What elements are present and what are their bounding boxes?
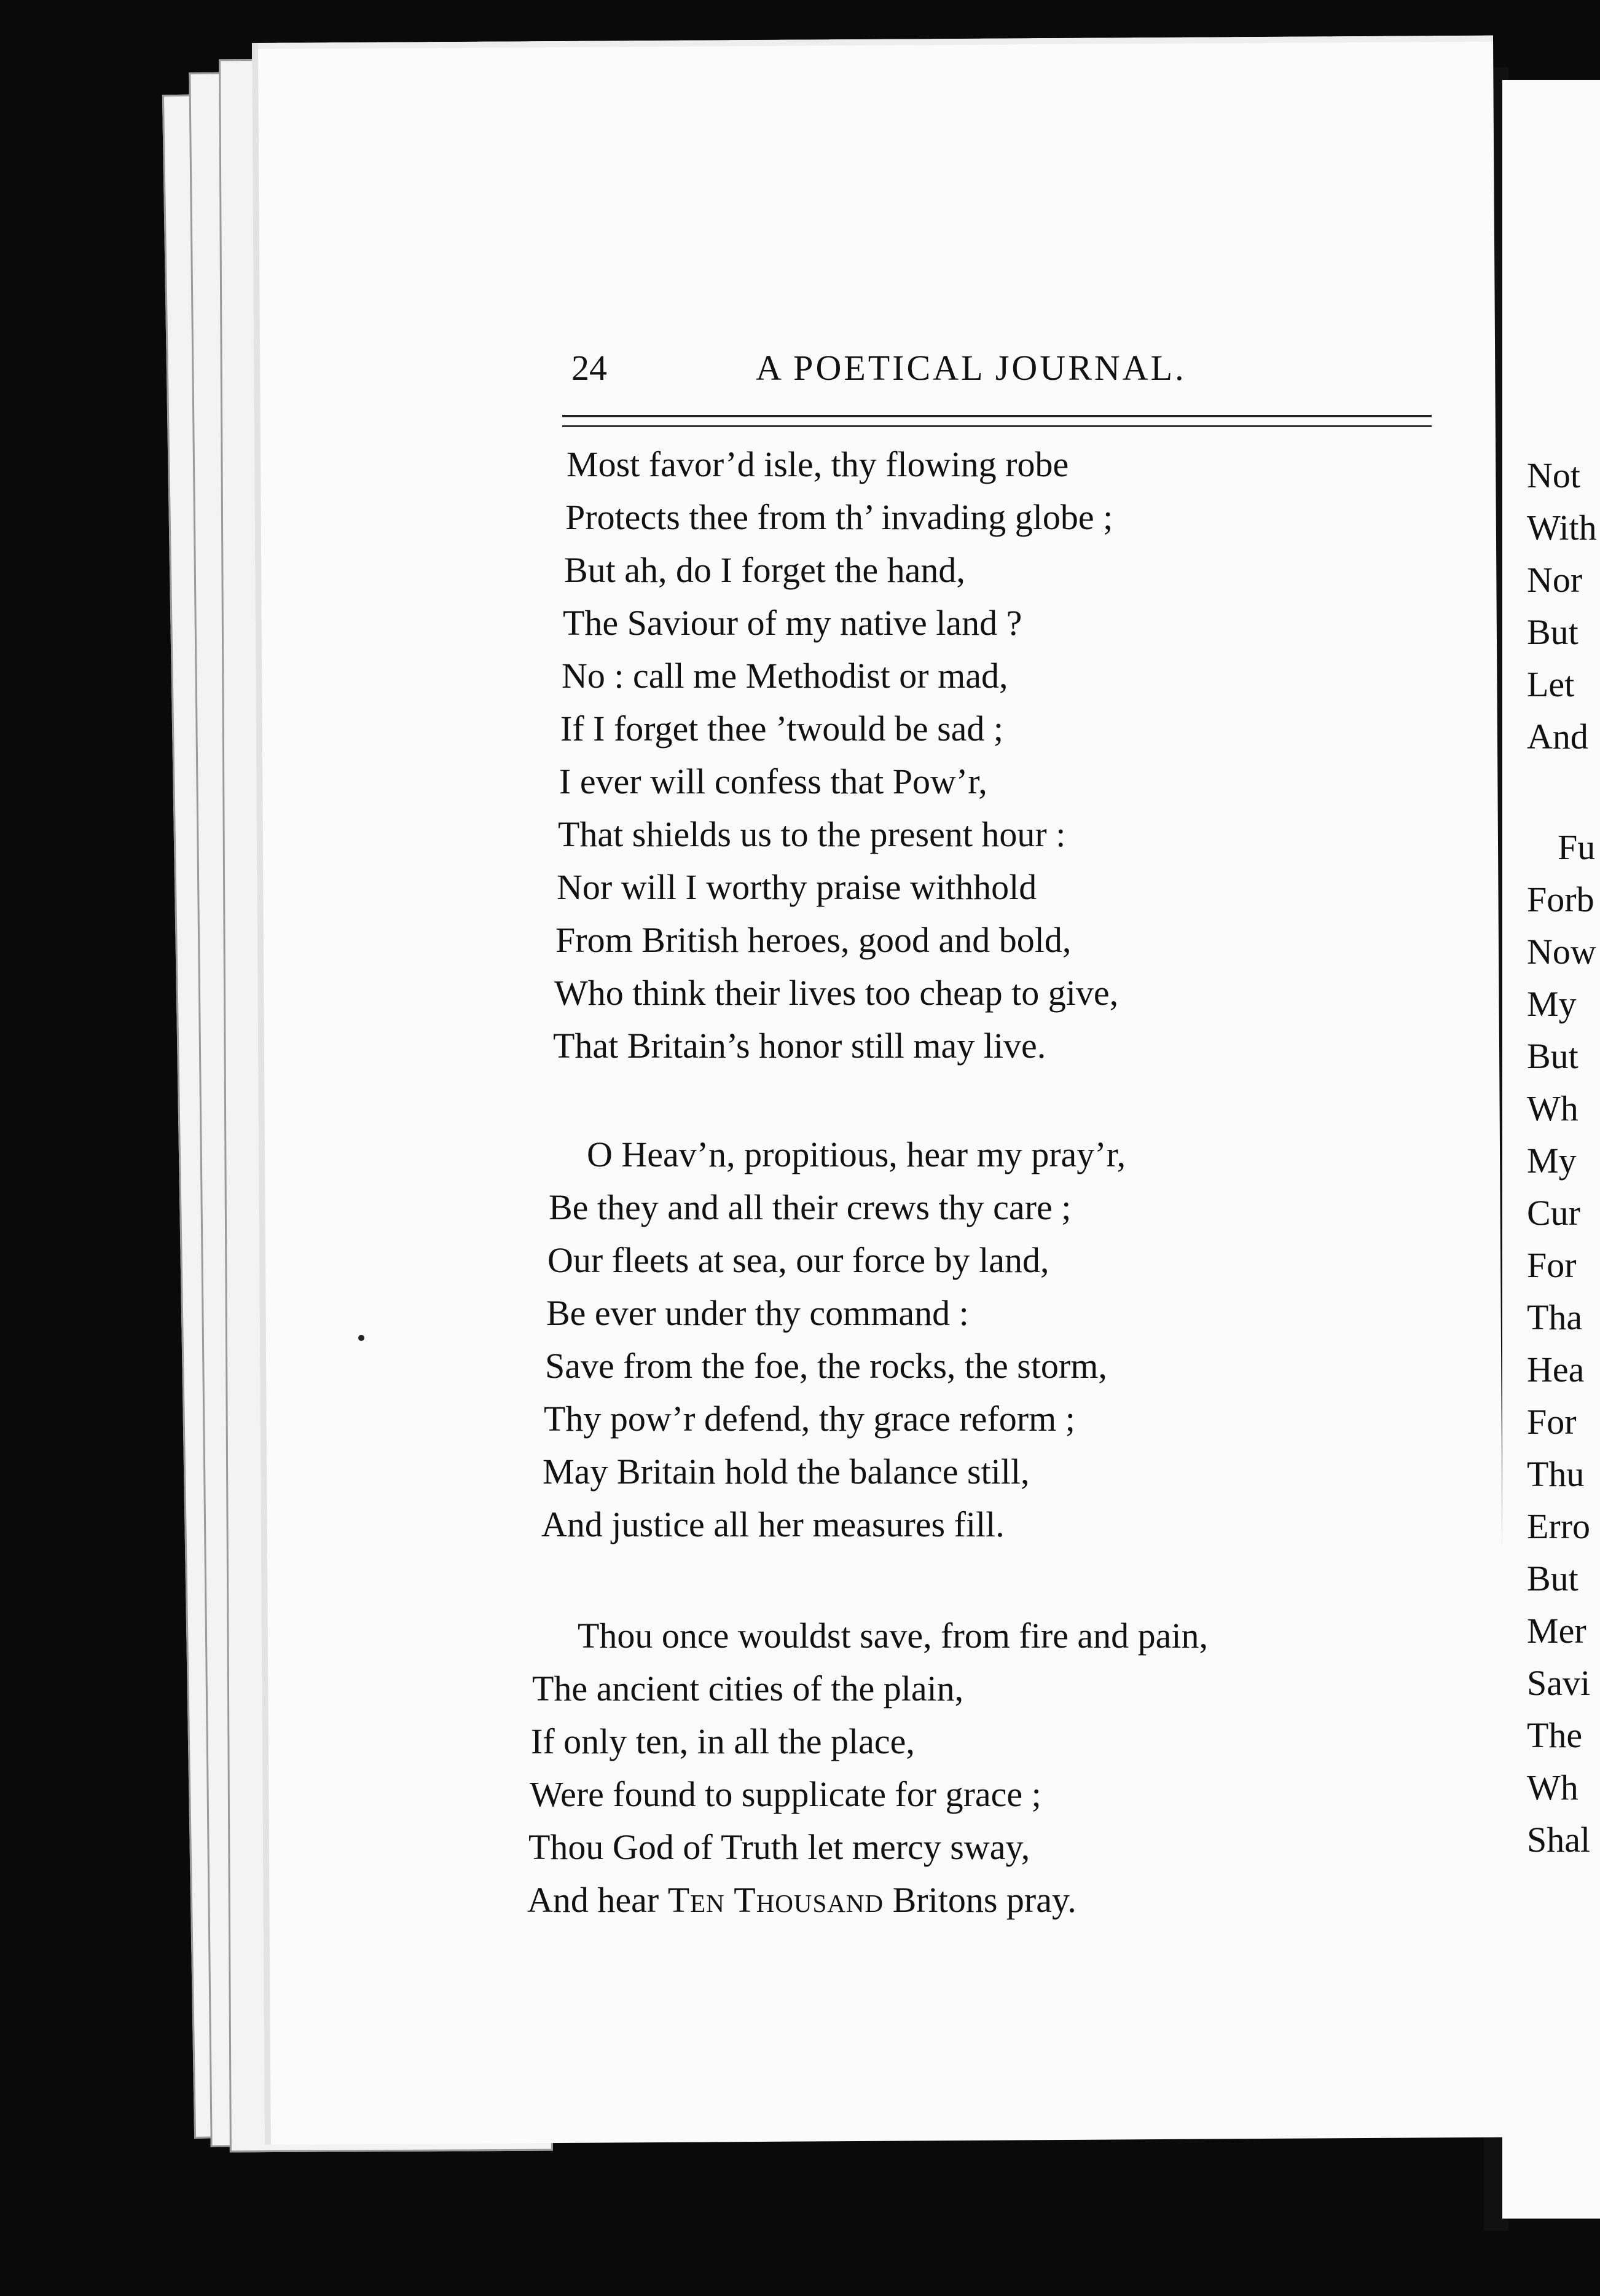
poem-line: But ah, do I forget the hand,: [564, 550, 965, 590]
poem-line: Our fleets at sea, our force by land,: [547, 1240, 1049, 1280]
poem-line: Save from the foe, the rocks, the storm,: [545, 1346, 1107, 1386]
facing-line: Shal: [1527, 1820, 1591, 1860]
facing-line: Cur: [1527, 1193, 1580, 1233]
facing-line: And: [1527, 717, 1588, 757]
poem-line: If only ten, in all the place,: [531, 1721, 915, 1761]
facing-line: Thu: [1527, 1454, 1585, 1494]
poem-line: Were found to supplicate for grace ;: [530, 1774, 1041, 1814]
poem-line: That Britain’s honor still may live.: [553, 1026, 1046, 1066]
poem-line: And justice all her measures fill.: [541, 1504, 1005, 1544]
facing-line: For: [1527, 1402, 1577, 1442]
poem-line: Protects thee from th’ invading globe ;: [565, 497, 1113, 537]
poem-line: Be they and all their crews thy care ;: [549, 1187, 1072, 1227]
facing-line: Tha: [1527, 1297, 1583, 1337]
facing-line: But: [1527, 1559, 1578, 1598]
facing-line: Savi: [1527, 1663, 1591, 1703]
poem-line: If I forget thee ’twould be sad ;: [560, 709, 1004, 749]
ink-speck: [358, 1335, 364, 1341]
facing-line: The: [1527, 1715, 1583, 1755]
poem-line-last: [527, 1882, 1076, 1918]
poem-line: Thy pow’r defend, thy grace reform ;: [544, 1399, 1075, 1439]
poem-line: The Saviour of my native land ?: [563, 603, 1022, 643]
facing-line: Wh: [1527, 1088, 1578, 1128]
facing-line: Not: [1527, 455, 1580, 495]
running-title: A POETICAL JOURNAL.: [756, 348, 1186, 388]
facing-line: But: [1527, 612, 1578, 652]
poem-line: Be ever under thy command :: [546, 1293, 969, 1333]
line-part: And hear: [527, 1880, 668, 1920]
facing-line: Forb: [1527, 879, 1594, 919]
poem-line: Who think their lives too cheap to give,: [554, 973, 1119, 1013]
poem-line: Thou God of Truth let mercy sway,: [528, 1827, 1030, 1867]
facing-line: With: [1527, 508, 1597, 548]
facing-line: But: [1527, 1036, 1578, 1076]
poem-line: Thou once wouldst save, from fire and pain,: [578, 1616, 1208, 1656]
facing-line: Let: [1527, 664, 1575, 704]
facing-line: Nor: [1527, 560, 1583, 600]
poem-line: May Britain hold the balance still,: [543, 1452, 1030, 1492]
facing-line: Wh: [1527, 1767, 1578, 1807]
poem-line: That shields us to the present hour :: [558, 814, 1066, 854]
poem-line: The ancient cities of the plain,: [532, 1669, 964, 1708]
poem-line: Nor will I worthy praise withhold: [557, 867, 1037, 907]
facing-line: Now: [1527, 932, 1596, 972]
facing-line: Hea: [1527, 1350, 1585, 1390]
facing-line: Fu: [1558, 827, 1596, 867]
poem-line: Most favor’d isle, thy flowing robe: [567, 444, 1069, 484]
line-part: Britons pray.: [884, 1880, 1076, 1920]
poem-line: No : call me Methodist or mad,: [562, 656, 1008, 696]
poem-line: From British heroes, good and bold,: [555, 920, 1072, 960]
poem-line: I ever will confess that Pow’r,: [559, 761, 987, 801]
facing-line: My: [1527, 1141, 1577, 1181]
facing-line: Mer: [1527, 1611, 1586, 1651]
page-number: 24: [571, 348, 607, 388]
poem-line: O Heav’n, propitious, hear my pray’r,: [587, 1134, 1126, 1174]
facing-line: My: [1527, 984, 1577, 1024]
line-part-smallcaps: Ten Thousand: [667, 1880, 884, 1920]
facing-line: For: [1527, 1245, 1577, 1285]
facing-line: Erro: [1527, 1506, 1591, 1546]
